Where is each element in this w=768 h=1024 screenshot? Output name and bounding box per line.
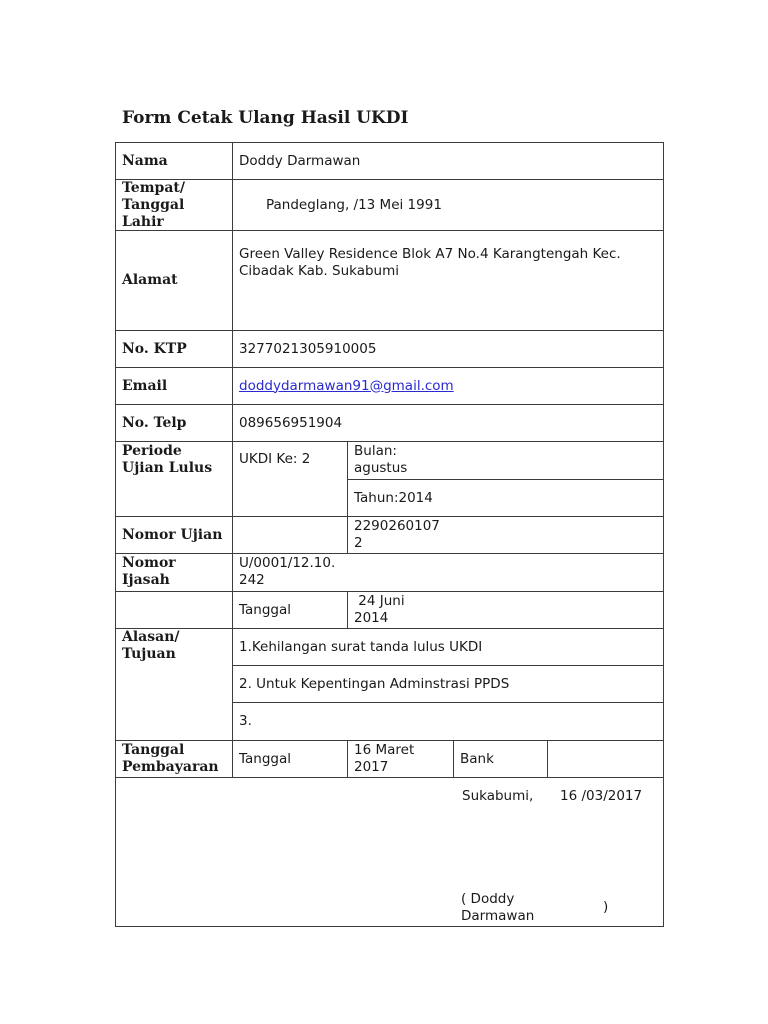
signature-close-paren: )	[603, 899, 609, 915]
signature-place: Sukabumi,	[462, 788, 534, 804]
value-alasan-1-text: 1.Kehilangan surat tanda lulus UKDI	[239, 638, 483, 655]
value-telp-text: 089656951904	[239, 414, 343, 431]
label-alasan	[115, 628, 233, 741]
label-periode-text: Periode Ujian Lulus	[122, 443, 213, 476]
label-email-text: Email	[122, 377, 168, 394]
label-bayar-tanggal-text: Tanggal	[239, 750, 292, 767]
label-nomor-ijasah	[115, 553, 233, 592]
label-telp	[115, 404, 233, 442]
value-ukdi-ke-text: UKDI Ke: 2	[239, 451, 311, 467]
value-nomor-ujian	[347, 516, 664, 554]
label-telp-text: No. Telp	[122, 414, 187, 431]
value-email	[232, 367, 664, 405]
value-nama-text: Doddy Darmawan	[239, 152, 361, 169]
value-bulan-text: Bulan: agustus	[354, 443, 408, 476]
label-tanggal-pembayaran	[115, 740, 233, 778]
label-ijasah-empty	[115, 591, 233, 629]
value-ijasah-tanggal	[347, 591, 664, 629]
label-ttl-text: Tempat/ Tanggal Lahir	[122, 179, 185, 230]
email-link[interactable]: doddydarmawan91@gmail.com	[239, 377, 454, 394]
value-nomor-ijasah	[232, 553, 664, 592]
value-tahun	[347, 479, 664, 517]
value-ijasah-tanggal-text: 24 Juni 2014	[354, 593, 405, 626]
label-alamat-text: Alamat	[122, 272, 178, 288]
label-nama	[115, 142, 233, 180]
label-ijasah-tanggal	[232, 591, 348, 629]
signature-date: 16 /03/2017	[560, 788, 643, 804]
label-nomor-ijasah-text: Nomor Ijasah	[122, 555, 176, 588]
label-nama-text: Nama	[122, 152, 168, 169]
value-alasan-2-text: 2. Untuk Kepentingan Adminstrasi PPDS	[239, 675, 510, 692]
label-bank-text: Bank	[460, 750, 494, 767]
value-alasan-2	[232, 665, 664, 703]
label-ijasah-tanggal-text: Tanggal	[239, 601, 292, 618]
label-tanggal-pembayaran-text: Tanggal Pembayaran	[122, 742, 219, 775]
label-bank	[453, 740, 548, 778]
label-periode	[115, 441, 233, 517]
value-bank	[547, 740, 664, 778]
value-nomor-ujian-text: 2290260107 2	[354, 518, 440, 551]
value-ttl	[232, 179, 664, 231]
form-title: Form Cetak Ulang Hasil UKDI	[122, 108, 409, 128]
label-ktp-text: No. KTP	[122, 340, 187, 357]
value-nomor-ijasah-text: U/0001/12.10. 242	[239, 555, 336, 588]
label-nomor-ujian-text: Nomor Ujian	[122, 526, 223, 543]
label-alasan-text: Alasan/ Tujuan	[122, 629, 180, 662]
label-nomor-ujian	[115, 516, 233, 554]
value-alamat	[232, 230, 664, 331]
value-nama	[232, 142, 664, 180]
value-ktp-text: 3277021305910005	[239, 340, 377, 357]
value-bayar-tanggal	[347, 740, 454, 778]
value-bayar-tanggal-text: 16 Maret 2017	[354, 742, 415, 775]
value-ukdi-ke	[232, 441, 348, 517]
label-email	[115, 367, 233, 405]
label-ttl	[115, 179, 233, 231]
value-ktp	[232, 330, 664, 368]
value-ttl-text: Pandeglang, /13 Mei 1991	[266, 196, 442, 213]
signature-name: ( Doddy Darmawan	[461, 891, 535, 924]
value-tahun-text: Tahun:2014	[354, 489, 433, 506]
label-ktp	[115, 330, 233, 368]
value-alamat-text: Green Valley Residence Blok A7 No.4 Karangtengah Kec. Cibadak Kab. Sukabumi	[239, 246, 621, 279]
value-alasan-1	[232, 628, 664, 666]
value-bulan	[347, 441, 664, 480]
label-alamat	[115, 230, 233, 331]
value-telp	[232, 404, 664, 442]
value-alasan-3	[232, 702, 664, 741]
value-nomor-ujian-empty	[232, 516, 348, 554]
value-alasan-3-text: 3.	[239, 713, 252, 729]
label-bayar-tanggal	[232, 740, 348, 778]
